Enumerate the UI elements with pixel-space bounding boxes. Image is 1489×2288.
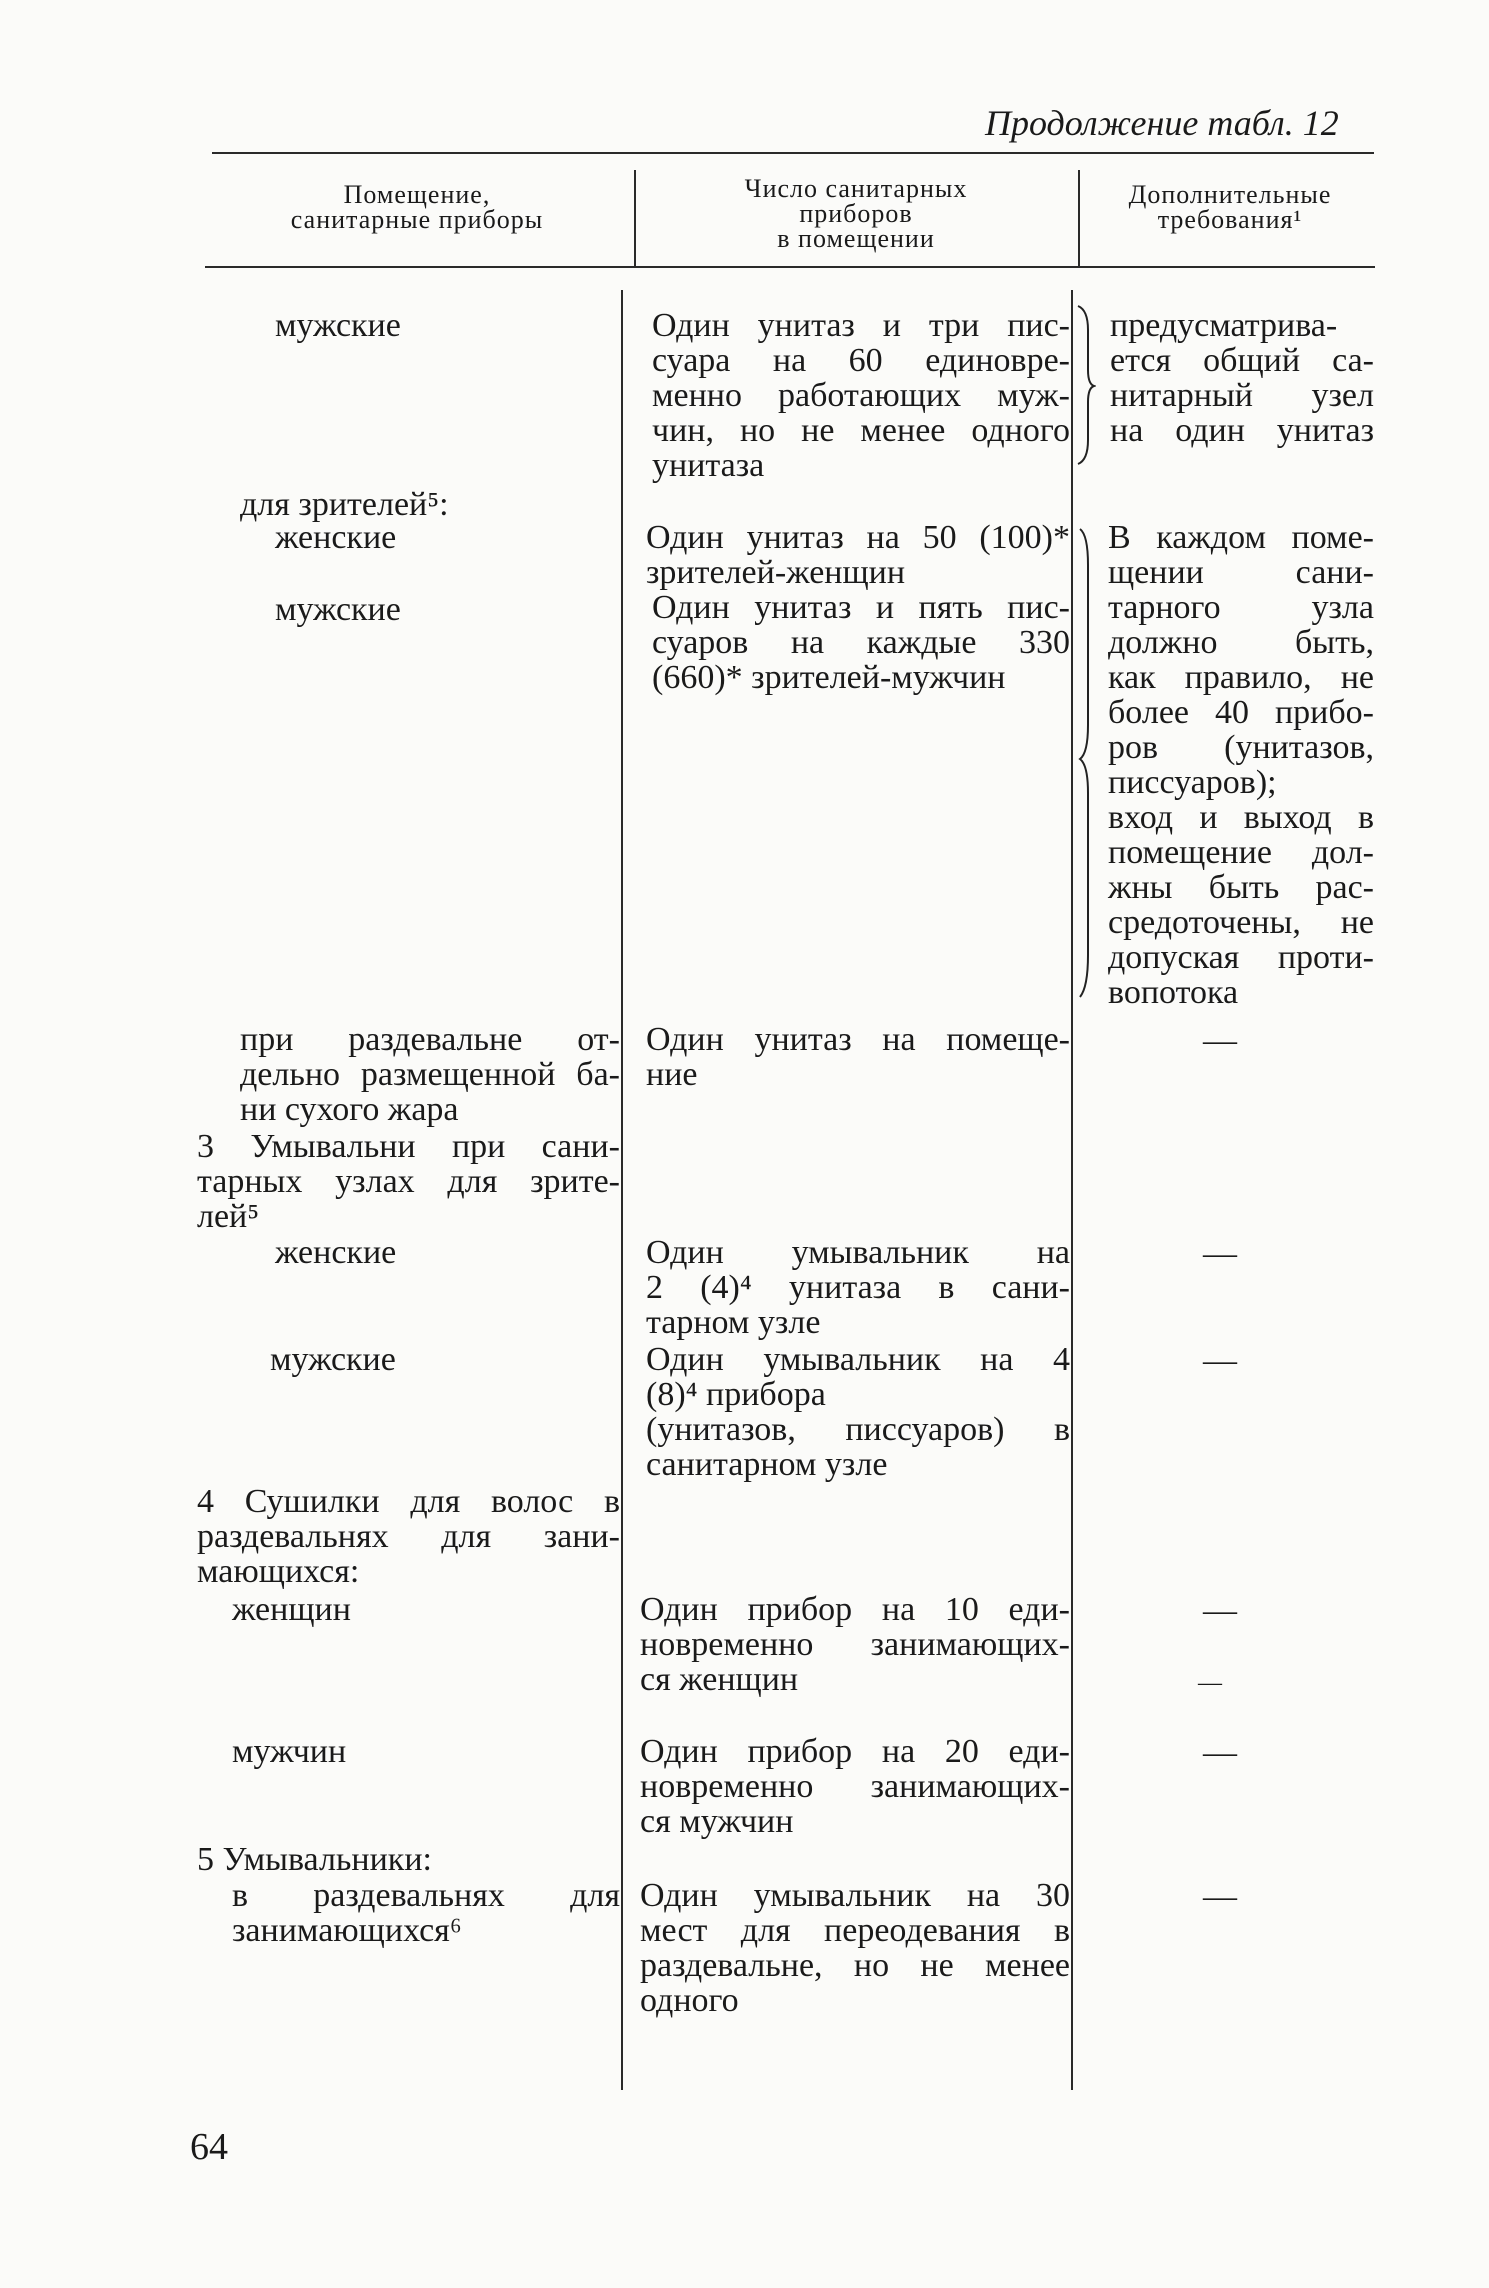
- label-female-2: женские: [275, 519, 397, 556]
- column-divider-1: [621, 290, 623, 2090]
- label-male-2: мужские: [275, 591, 401, 628]
- brace-spectators: [1074, 525, 1096, 1005]
- label-spectators: для зрителей⁵:: [240, 486, 449, 523]
- top-rule: [212, 152, 1374, 154]
- header-divider-1: [634, 170, 636, 266]
- dash-washbasin-dressing: —: [1203, 1878, 1237, 1915]
- dash-dryer-women: —: [1203, 1592, 1237, 1629]
- label-dressing-room: при раздевальне от- дельно размещенной ба- ни сухого жара: [240, 1021, 620, 1128]
- item-5-washbasins: 5 Умывальники:: [197, 1841, 432, 1878]
- page-number: 64: [190, 2126, 228, 2168]
- label-women-4: женщин: [232, 1591, 351, 1628]
- table-caption: Продолжение табл. 12: [985, 103, 1339, 143]
- label-male-3: мужские: [270, 1341, 396, 1378]
- dash-washroom-male: —: [1203, 1342, 1237, 1379]
- req-washroom-male: Один умывальник на 4 (8)⁴ прибора (унитазов, писсуаров) в санитарном узле: [646, 1341, 1070, 1483]
- extra-req-male-1: предусматрива- ется общий са- нитарный узел на один унитаз: [1110, 307, 1374, 449]
- header-divider-2: [1078, 170, 1080, 266]
- label-female-3: женские: [275, 1234, 397, 1271]
- label-men-4: мужчин: [232, 1733, 347, 1770]
- req-spectators-female: Один унитаз на 50 (100)* зрителей-женщин: [646, 519, 1070, 591]
- req-dryer-women: Один прибор на 10 еди- новременно занимающих- ся женщин: [640, 1591, 1070, 1698]
- req-washroom-female: Один умывальник на 2 (4)⁴ унитаза в сани- тарном узле: [646, 1234, 1070, 1341]
- extra-req-spectators: В каждом поме- щении сани- тарного узла должно быть, как правило, не более 40 прибо- ров (унитазов, писсуаров); вход и выход в помещение дол- жны быть рас- средоточены, не допуская проти- вопотока: [1108, 519, 1374, 1011]
- header-col3: Дополнительные требования¹: [1128, 180, 1332, 234]
- label-male-1: мужские: [275, 307, 401, 344]
- req-washbasin-dressing: Один умывальник на 30 мест для переодевания в раздевальне, но не менее одного: [640, 1877, 1070, 2019]
- header-bottom-rule: [205, 266, 1375, 268]
- header-col1: Помещение, санитарные приборы: [290, 180, 544, 234]
- req-male-1: Один унитаз и три пис- суара на 60 единовре- менно работающих муж- чин, но не менее одного унитаза: [652, 307, 1070, 484]
- req-spectators-male: Один унитаз и пять пис- суаров на каждые 330 (660)* зрителей-мужчин: [652, 589, 1070, 696]
- brace-male-1: [1074, 300, 1096, 470]
- item-5-dressing-rooms: в раздевальнях для занимающихся⁶: [232, 1877, 620, 1949]
- item-3-washrooms: 3 Умывальни при сани- тарных узлах для зрите- лей⁵: [197, 1128, 620, 1235]
- dash-dressing-room: —: [1203, 1022, 1237, 1059]
- dash-washroom-female: —: [1203, 1235, 1237, 1272]
- dash-dryer-men: —: [1203, 1734, 1237, 1771]
- item-4-hair-dryers: 4 Сушилки для волос в раздевальнях для зани- мающихся:: [197, 1483, 620, 1590]
- column-divider-2: [1071, 290, 1073, 2090]
- header-col2: Число санитарных приборов в помещении: [744, 174, 968, 253]
- req-dressing-room: Один унитаз на помеще- ние: [646, 1021, 1070, 1093]
- dash-dryer-women-2: —: [1198, 1670, 1222, 1696]
- req-dryer-men: Один прибор на 20 еди- новременно занимающих- ся мужчин: [640, 1733, 1070, 1840]
